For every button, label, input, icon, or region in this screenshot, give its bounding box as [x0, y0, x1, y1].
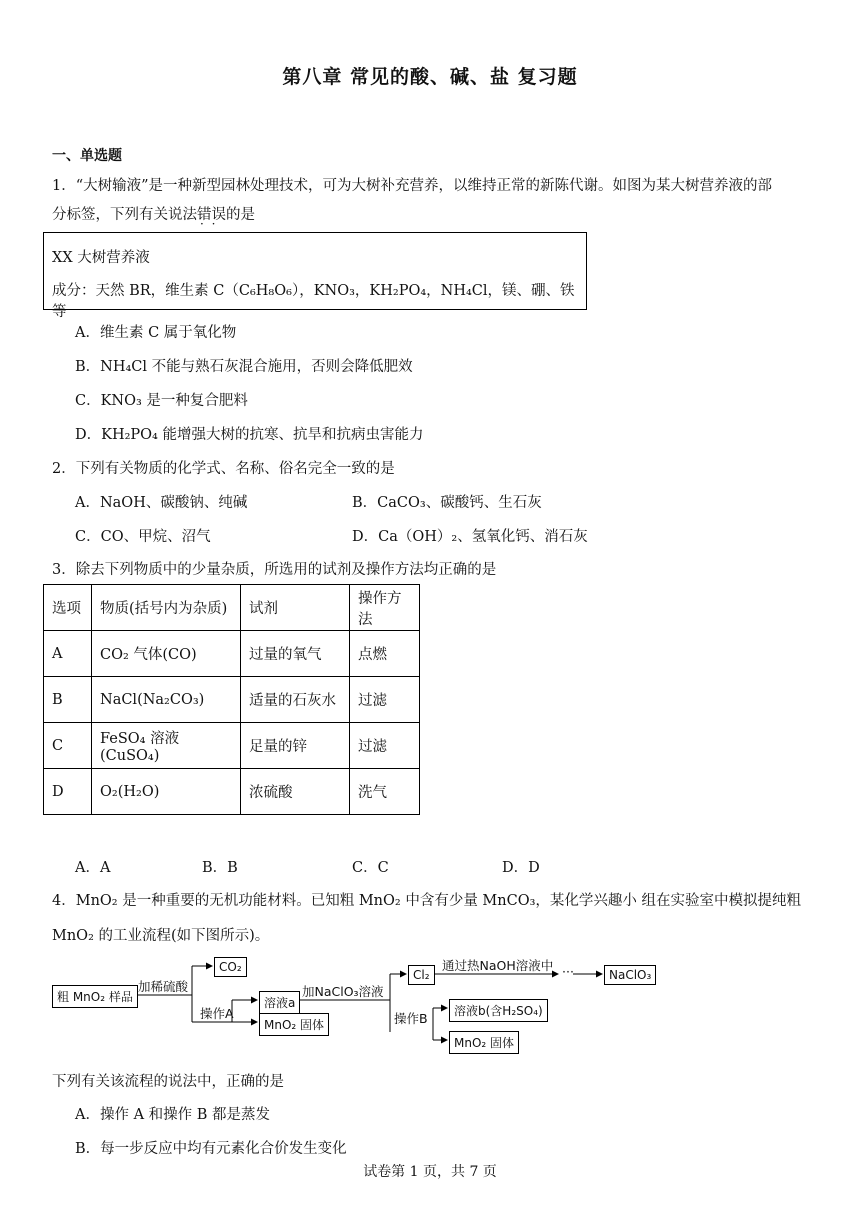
page-title: 第八章 常见的酸、碱、盐 复习题 — [282, 66, 578, 88]
table-cell: 浓硫酸 — [241, 769, 350, 815]
q2-option-b[interactable]: B．CaCO₃、碳酸钙、生石灰 — [352, 495, 542, 511]
flow-ellipsis: ··· — [562, 964, 574, 979]
table-cell: 洗气 — [350, 769, 420, 815]
table-cell: 足量的锌 — [241, 723, 350, 769]
table-cell: 过滤 — [350, 723, 420, 769]
table-cell: O₂(H₂O) — [92, 769, 241, 815]
flow-box-mno2-solid-a: MnO₂ 固体 — [259, 1013, 329, 1036]
q2-option-a[interactable]: A．NaOH、碳酸钠、纯碱 — [75, 495, 248, 511]
table-row — [44, 677, 420, 723]
q2-option-d[interactable]: D．Ca（OH）₂、氢氧化钙、消石灰 — [352, 529, 588, 545]
q4-option-a[interactable]: A．操作 A 和操作 B 都是蒸发 — [75, 1107, 271, 1123]
table-cell: C — [44, 723, 92, 769]
q1-option-d[interactable]: D．KH₂PO₄ 能增强大树的抗寒、抗旱和抗病虫害能力 — [75, 427, 424, 443]
label-box-title: XX 大树营养液 — [52, 250, 150, 266]
table-cell: 适量的石灰水 — [241, 677, 350, 723]
table-header-cell: 物质(括号内为杂质) — [92, 585, 241, 631]
nutrient-label-box — [43, 232, 587, 320]
impurity-table — [43, 584, 420, 815]
page-footer: 试卷第 1 页，共 7 页 — [363, 1164, 497, 1180]
flow-label-add-naclo3: 加NaClO₃溶液 — [302, 984, 384, 999]
q4-stem-line1: 4．MnO₂ 是一种重要的无机功能材料。已知粗 MnO₂ 中含有少量 MnCO₃，某化学兴趣小 组在实验室中模拟提纯粗 — [52, 893, 802, 909]
q2-option-c[interactable]: C．CO、甲烷、沼气 — [75, 529, 211, 545]
table-cell: 过量的氧气 — [241, 631, 350, 677]
table-cell: A — [44, 631, 92, 677]
process-flow-diagram — [50, 952, 660, 1052]
q1-stem-line2 — [52, 203, 255, 224]
flow-label-hot-naoh: 通过热NaOH溶液中 — [442, 958, 554, 973]
q3-stem: 3．除去下列物质中的少量杂质，所选用的试剂及操作方法均正确的是 — [52, 562, 497, 578]
table-cell: 过滤 — [350, 677, 420, 723]
flow-box-naclo3: NaClO₃ — [604, 965, 656, 985]
flow-box-mno2-solid-b: MnO₂ 固体 — [449, 1031, 519, 1054]
table-row — [44, 631, 420, 677]
table-cell: FeSO₄ 溶液(CuSO₄) — [92, 723, 241, 769]
q4-question: 下列有关该流程的说法中，正确的是 — [52, 1074, 284, 1090]
q1-stem-post: 的是 — [226, 207, 255, 223]
table-cell: 点燃 — [350, 631, 420, 677]
flow-box-crude-sample: 粗 MnO₂ 样品 — [52, 985, 138, 1008]
flow-box-cl2: Cl₂ — [408, 965, 435, 985]
q2-stem: 2．下列有关物质的化学式、名称、俗名完全一致的是 — [52, 461, 395, 477]
q3-option-c[interactable]: C．C — [352, 860, 389, 876]
table-cell: B — [44, 677, 92, 723]
table-header-row — [44, 585, 420, 631]
flow-box-solution-a: 溶液a — [259, 991, 300, 1014]
table-header-cell: 试剂 — [241, 585, 350, 631]
label-box-ingredients: 成分：天然 BR，维生素 C（C₆H₈O₆），KNO₃，KH₂PO₄，NH₄Cl，镁、硼、铁等 — [52, 283, 575, 320]
q3-option-d[interactable]: D．D — [502, 860, 540, 876]
section-heading: 一、单选题 — [52, 148, 122, 164]
q1-option-b[interactable]: B．NH₄Cl 不能与熟石灰混合施用，否则会降低肥效 — [75, 359, 413, 375]
table-header-cell: 操作方法 — [350, 585, 420, 631]
table-cell: NaCl(Na₂CO₃) — [92, 677, 241, 723]
q4-option-b[interactable]: B．每一步反应中均有元素化合价发生变化 — [75, 1141, 347, 1157]
q4-stem-line2: MnO₂ 的工业流程(如下图所示)。 — [52, 928, 270, 944]
q1-option-c[interactable]: C．KNO₃ 是一种复合肥料 — [75, 393, 248, 409]
q3-option-b[interactable]: B．B — [202, 860, 238, 876]
flow-label-operation-a: 操作A — [200, 1006, 234, 1021]
flow-box-co2: CO₂ — [214, 957, 247, 977]
table-header-cell: 选项 — [44, 585, 92, 631]
q1-option-a[interactable]: A．维生素 C 属于氧化物 — [75, 325, 237, 341]
flow-box-solution-b: 溶液b(含H₂SO₄) — [449, 999, 548, 1022]
flow-label-add-acid: 加稀硫酸 — [138, 979, 189, 994]
flow-label-operation-b: 操作B — [394, 1011, 428, 1026]
table-cell: CO₂ 气体(CO) — [92, 631, 241, 677]
q1-stem-pre: 分标签，下列有关说法 — [52, 207, 197, 223]
table-row — [44, 769, 420, 815]
table-cell: D — [44, 769, 92, 815]
q1-stem-line1: 1．“大树输液”是一种新型园林处理技术，可为大树补充营养，以维持正常的新陈代谢。如图为某大树营养液的部 — [52, 178, 773, 194]
q3-option-a[interactable]: A．A — [75, 860, 111, 876]
table-row — [44, 723, 420, 769]
q1-stem-emphasis: 错误 · · — [197, 207, 226, 223]
